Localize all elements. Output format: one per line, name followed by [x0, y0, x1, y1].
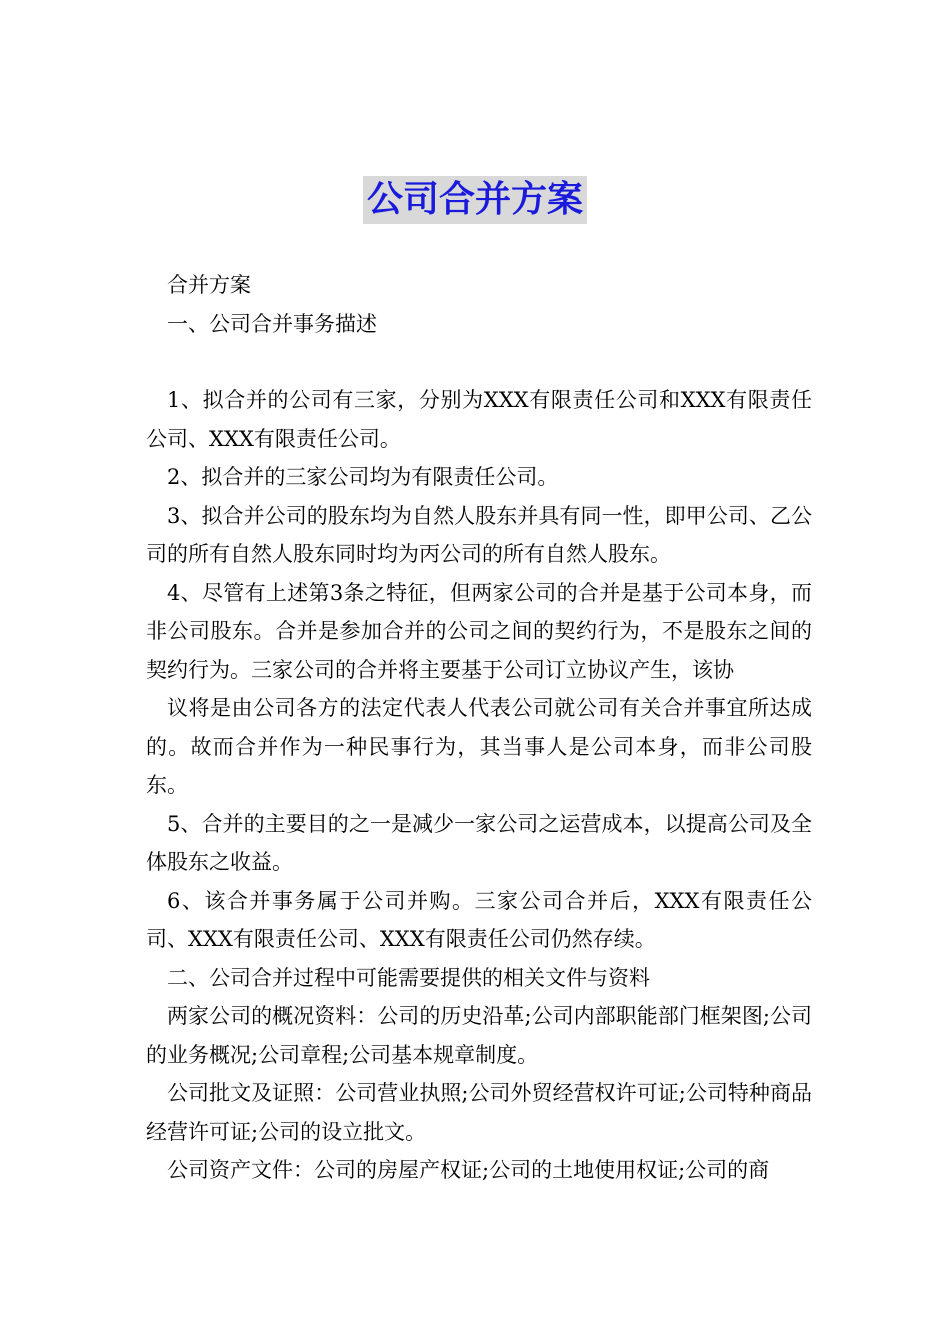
title-container [0, 176, 950, 224]
paragraph-licenses: 公司批文及证照：公司营业执照;公司外贸经营权许可证;公司特种商品经营许可证;公司的设立批文。 [146, 1081, 812, 1144]
paragraph-item-2: 2、拟合并的三家公司均为有限责任公司。 [167, 465, 559, 489]
paragraph-item-5: 5、合并的主要目的之一是减少一家公司之运营成本，以提高公司及全体股东之收益。 [146, 811, 812, 874]
paragraph-heading-plan: 合并方案 [167, 273, 251, 297]
paragraph-item-1: 1、拟合并的公司有三家，分别为XXX有限责任公司和XXX有限责任公司、XXX有限责任公司。 [146, 388, 812, 451]
paragraph-company-overview: 两家公司的概况资料：公司的历史沿革;公司内部职能部门框架图;公司的业务概况;公司章程;公司基本规章制度。 [146, 1004, 812, 1067]
paragraph-item-3: 3、拟合并公司的股东均为自然人股东并具有同一性，即甲公司、乙公司的所有自然人股东同时均为丙公司的所有自然人股东。 [146, 503, 812, 566]
paragraph-item-4: 4、尽管有上述第3条之特征，但两家公司的合并是基于公司本身，而非公司股东。合并是参加合并的公司之间的契约行为，不是股东之间的契约行为。三家公司的合并将主要基于公司订立协议产生，该协 [146, 580, 812, 682]
document-body [146, 266, 812, 1190]
paragraph-item-4-continued: 议将是由公司各方的法定代表人代表公司就公司有关合并事宜所达成的。故而合并作为一种民事行为，其当事人是公司本身，而非公司股东。 [146, 696, 812, 797]
section-heading-2: 二、公司合并过程中可能需要提供的相关文件与资料 [167, 965, 650, 990]
blank-line [146, 343, 812, 381]
document-title: 公司合并方案 [363, 176, 587, 224]
paragraph-asset-documents: 公司资产文件：公司的房屋产权证;公司的土地使用权证;公司的商 [167, 1158, 770, 1182]
paragraph-item-6: 6、该合并事务属于公司并购。三家公司合并后，XXX有限责任公司、XXX有限责任公司、XXX有限责任公司仍然存续。 [146, 888, 812, 951]
section-heading-1: 一、公司合并事务描述 [167, 311, 377, 336]
